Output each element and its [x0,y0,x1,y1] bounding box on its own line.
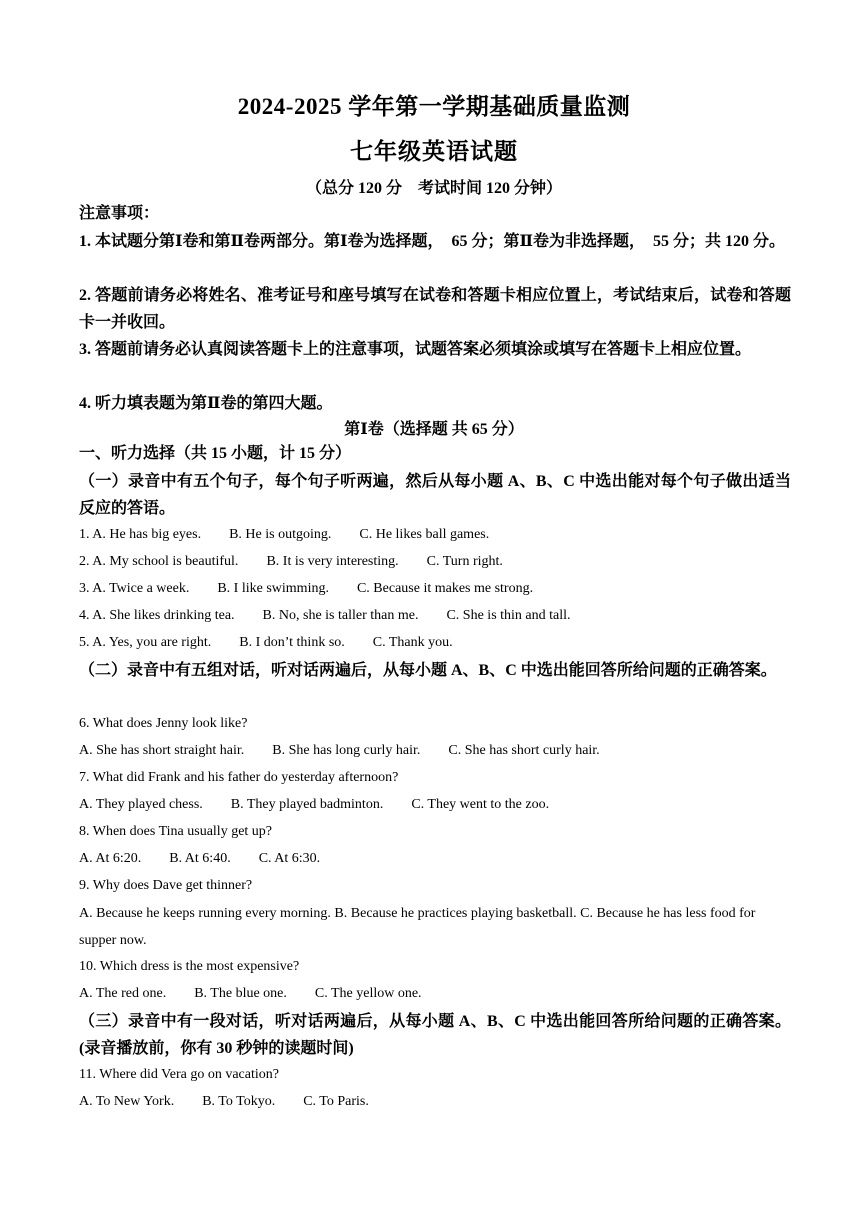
question-6-options [79,743,600,759]
option-b: B. He is outgoing. [229,527,332,542]
note-item-3: 3. 答题前请务必认真阅读答题卡上的注意事项，试题答案必须填涂或填写在答题卡上相应位置。 [79,341,752,358]
question-11-options [79,1094,369,1110]
option-b: B. It is very interesting. [266,554,399,569]
exam-title: 2024-2025 学年第一学期基础质量监测 [237,94,631,119]
question-9-options: A. Because he keeps running every morning. B. Because he practices playing basketball. C. Because he has less food for supper now. [79,906,756,948]
part-1-heading: 一、听力选择（共 15 小题，计 15 分） [79,445,352,462]
option-a: A. At 6:20. [79,851,142,866]
option-c: C. He likes ball games. [359,527,490,542]
question-6-stem: 6. What does Jenny look like? [79,716,248,731]
option-b: B. I like swimming. [217,581,329,596]
option-b: B. They played badminton. [230,797,384,812]
option-a: 1. A. He has big eyes. [79,527,202,542]
option-c: C. Turn right. [426,554,503,569]
note-item-4: 4. 听力填表题为第Ⅱ卷的第四大题。 [79,395,333,412]
question-8-options [79,851,320,867]
question-11-stem: 11. Where did Vera go on vacation? [79,1067,279,1082]
question-1 [79,527,489,543]
option-b: B. To Tokyo. [202,1094,276,1109]
question-8-stem: 8. When does Tina usually get up? [79,824,273,839]
score-time-info: （总分 120 分 考试时间 120 分钟） [305,180,562,197]
question-7-stem: 7. What did Frank and his father do yesterday afternoon? [79,770,399,785]
section-1-instruction: （一）录音中有五个句子，每个句子听两遍，然后从每小题 A、B、C 中选出能对每个句子做出适当反应的答语。 [79,473,791,517]
option-c: C. To Paris. [303,1094,369,1109]
option-a: A. The red one. [79,986,167,1001]
exam-subtitle: 七年级英语试题 [350,139,518,164]
option-c: C. The yellow one. [314,986,422,1001]
question-7-options [79,797,549,813]
note-item-2: 2. 答题前请务必将姓名、准考证号和座号填写在试卷和答题卡相应位置上，考试结束后，试卷和答题卡一并收回。 [79,287,791,331]
question-9-stem: 9. Why does Dave get thinner? [79,878,253,893]
option-a: 3. A. Twice a week. [79,581,190,596]
option-c: C. At 6:30. [258,851,321,866]
option-b: B. No, she is taller than me. [262,608,419,623]
question-5 [79,635,453,651]
option-c: C. Thank you. [372,635,453,650]
option-a: A. They played chess. [79,797,203,812]
section-2-instruction: （二）录音中有五组对话，听对话两遍后，从每小题 A、B、C 中选出能回答所给问题的正确答案。 [79,662,777,679]
option-b: B. I don’t think so. [239,635,345,650]
question-10-options [79,986,422,1002]
option-b: B. She has long curly hair. [272,743,421,758]
option-b: B. At 6:40. [169,851,231,866]
option-c: C. She is thin and tall. [446,608,571,623]
option-c: C. Because it makes me strong. [356,581,534,596]
option-a: A. To New York. [79,1094,175,1109]
note-item-1: 1. 本试题分第Ⅰ卷和第Ⅱ卷两部分。第Ⅰ卷为选择题， 65 分；第Ⅱ卷为非选择题， 55 分；共 120 分。 [79,233,785,250]
section-3-instruction: （三）录音中有一段对话，听对话两遍后，从每小题 A、B、C 中选出能回答所给问题的正确答案。(录音播放前，你有 30 秒钟的读题时间) [79,1013,791,1057]
notes-heading: 注意事项： [79,205,160,222]
option-b: B. The blue one. [194,986,287,1001]
option-c: C. They went to the zoo. [411,797,550,812]
question-2 [79,554,503,570]
option-c: C. She has short curly hair. [448,743,600,758]
option-a: 2. A. My school is beautiful. [79,554,239,569]
question-3 [79,581,533,597]
volume-1-heading: 第Ⅰ卷（选择题 共 65 分） [344,421,524,438]
question-10-stem: 10. Which dress is the most expensive? [79,959,300,974]
option-a: 4. A. She likes drinking tea. [79,608,235,623]
option-a: 5. A. Yes, you are right. [79,635,212,650]
question-4 [79,608,571,624]
option-a: A. She has short straight hair. [79,743,245,758]
